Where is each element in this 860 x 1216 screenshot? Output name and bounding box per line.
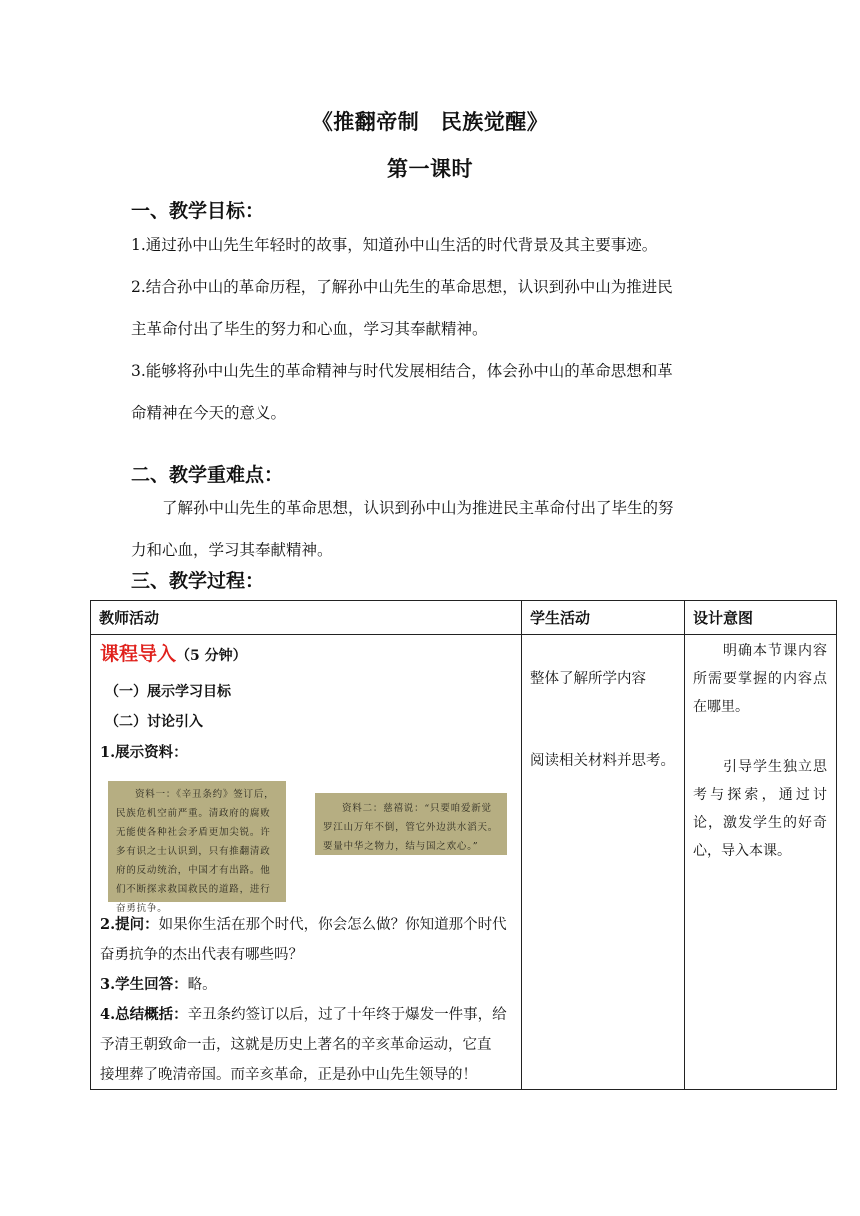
item-question-label: 2.提问：: [100, 916, 159, 933]
item-question-line: [100, 913, 507, 934]
material-two-text: 资料二：慈禧说：“只要咱爱新觉罗江山万年不倒，管它外边洪水滔天。要量中华之物力，结与国之欢心。”: [323, 803, 499, 852]
item-summary-line: [100, 1003, 507, 1024]
section-heading-process: 三、教学过程：: [131, 570, 265, 592]
item-summary-line-2: 予清王朝致命一击，这就是历史上著名的辛亥革命运动，它直: [100, 1037, 492, 1053]
key-points-line: 了解孙中山先生的革命思想，认识到孙中山为推进民主革命付出了毕生的努: [131, 499, 674, 517]
section-heading-objectives: 一、教学目标：: [131, 200, 265, 222]
material-two-image: [315, 793, 507, 855]
design-intent-cell: [685, 635, 837, 1090]
table-header-row: [91, 601, 837, 635]
item-summary-line-3: 接埋葬了晚清帝国。而辛亥革命，正是孙中山先生领导的！: [100, 1067, 477, 1083]
objective-line: 主革命付出了毕生的努力和心血，学习其奉献精神。: [131, 320, 488, 338]
header-design-intent: 设计意图: [685, 601, 837, 635]
objective-line: 命精神在今天的意义。: [131, 404, 287, 422]
material-one-image: [108, 781, 286, 914]
key-points-line: 力和心血，学习其奉献精神。: [131, 541, 333, 559]
header-student-activity: 学生活动: [522, 601, 685, 635]
sub-heading-objectives: （一）展示学习目标: [105, 684, 231, 700]
student-activity-line: 整体了解所学内容: [530, 671, 646, 687]
item-student-answer-line: [100, 973, 217, 994]
item-question-line-2: 奋勇抗争的杰出代表有哪些吗？: [100, 947, 303, 963]
item-question-text: 如果你生活在那个时代，你会怎么做？你知道那个时代: [158, 917, 507, 933]
objective-line: 1.通过孙中山先生年轻时的故事，知道孙中山生活的时代背景及其主要事迹。: [131, 236, 658, 254]
item-student-answer-label: 3.学生回答：: [100, 976, 188, 993]
sub-heading-discussion: （二）讨论引入: [105, 714, 203, 730]
key-points-text: [131, 487, 731, 571]
design-intent-text: 引导学生独立思考与探索，通过讨论，激发学生的好奇心，导入本课。: [693, 759, 827, 859]
course-intro-title: 课程导入: [100, 643, 177, 665]
table-row: [91, 635, 837, 1090]
section-title-line: [100, 639, 247, 666]
objective-line: 3.能够将孙中山先生的革命精神与时代发展相结合，体会孙中山的革命思想和革: [131, 362, 673, 380]
teaching-process-table: [90, 600, 837, 1090]
item-show-materials: 1.展示资料：: [100, 744, 188, 761]
document-title: 《推翻帝制 民族觉醒》: [311, 109, 549, 134]
item-summary-text: 辛丑条约签订以后，过了十年终于爆发一件事，给: [187, 1007, 507, 1023]
material-one-text: 资料一：《辛丑条约》签订后，民族危机空前严重。清政府的腐败无能使各种社会矛盾更加尖锐。许多有识之士认识到，只有推翻清政府的反动统治，中国才有出路。他们不断探求救国救民的道路，进行奋勇抗争。: [116, 789, 275, 914]
header-teacher-activity: 教师活动: [91, 601, 522, 635]
duration-label: （5 分钟）: [176, 648, 247, 664]
document-subtitle: 第一课时: [387, 156, 473, 181]
design-intent-text: 明确本节课内容所需要掌握的内容点在哪里。: [693, 643, 827, 715]
item-student-answer-text: 略。: [187, 977, 217, 993]
student-activity-cell: [522, 635, 685, 1090]
section-heading-key-points: 二、教学重难点：: [131, 464, 284, 486]
objective-line: 2.结合孙中山的革命历程，了解孙中山先生的革命思想，认识到孙中山为推进民: [131, 278, 673, 296]
student-activity-line: 阅读相关材料并思考。: [530, 753, 675, 769]
teacher-activity-cell: [91, 635, 522, 1090]
item-summary-label: 4.总结概括：: [100, 1006, 188, 1023]
objectives-list: [131, 224, 731, 434]
